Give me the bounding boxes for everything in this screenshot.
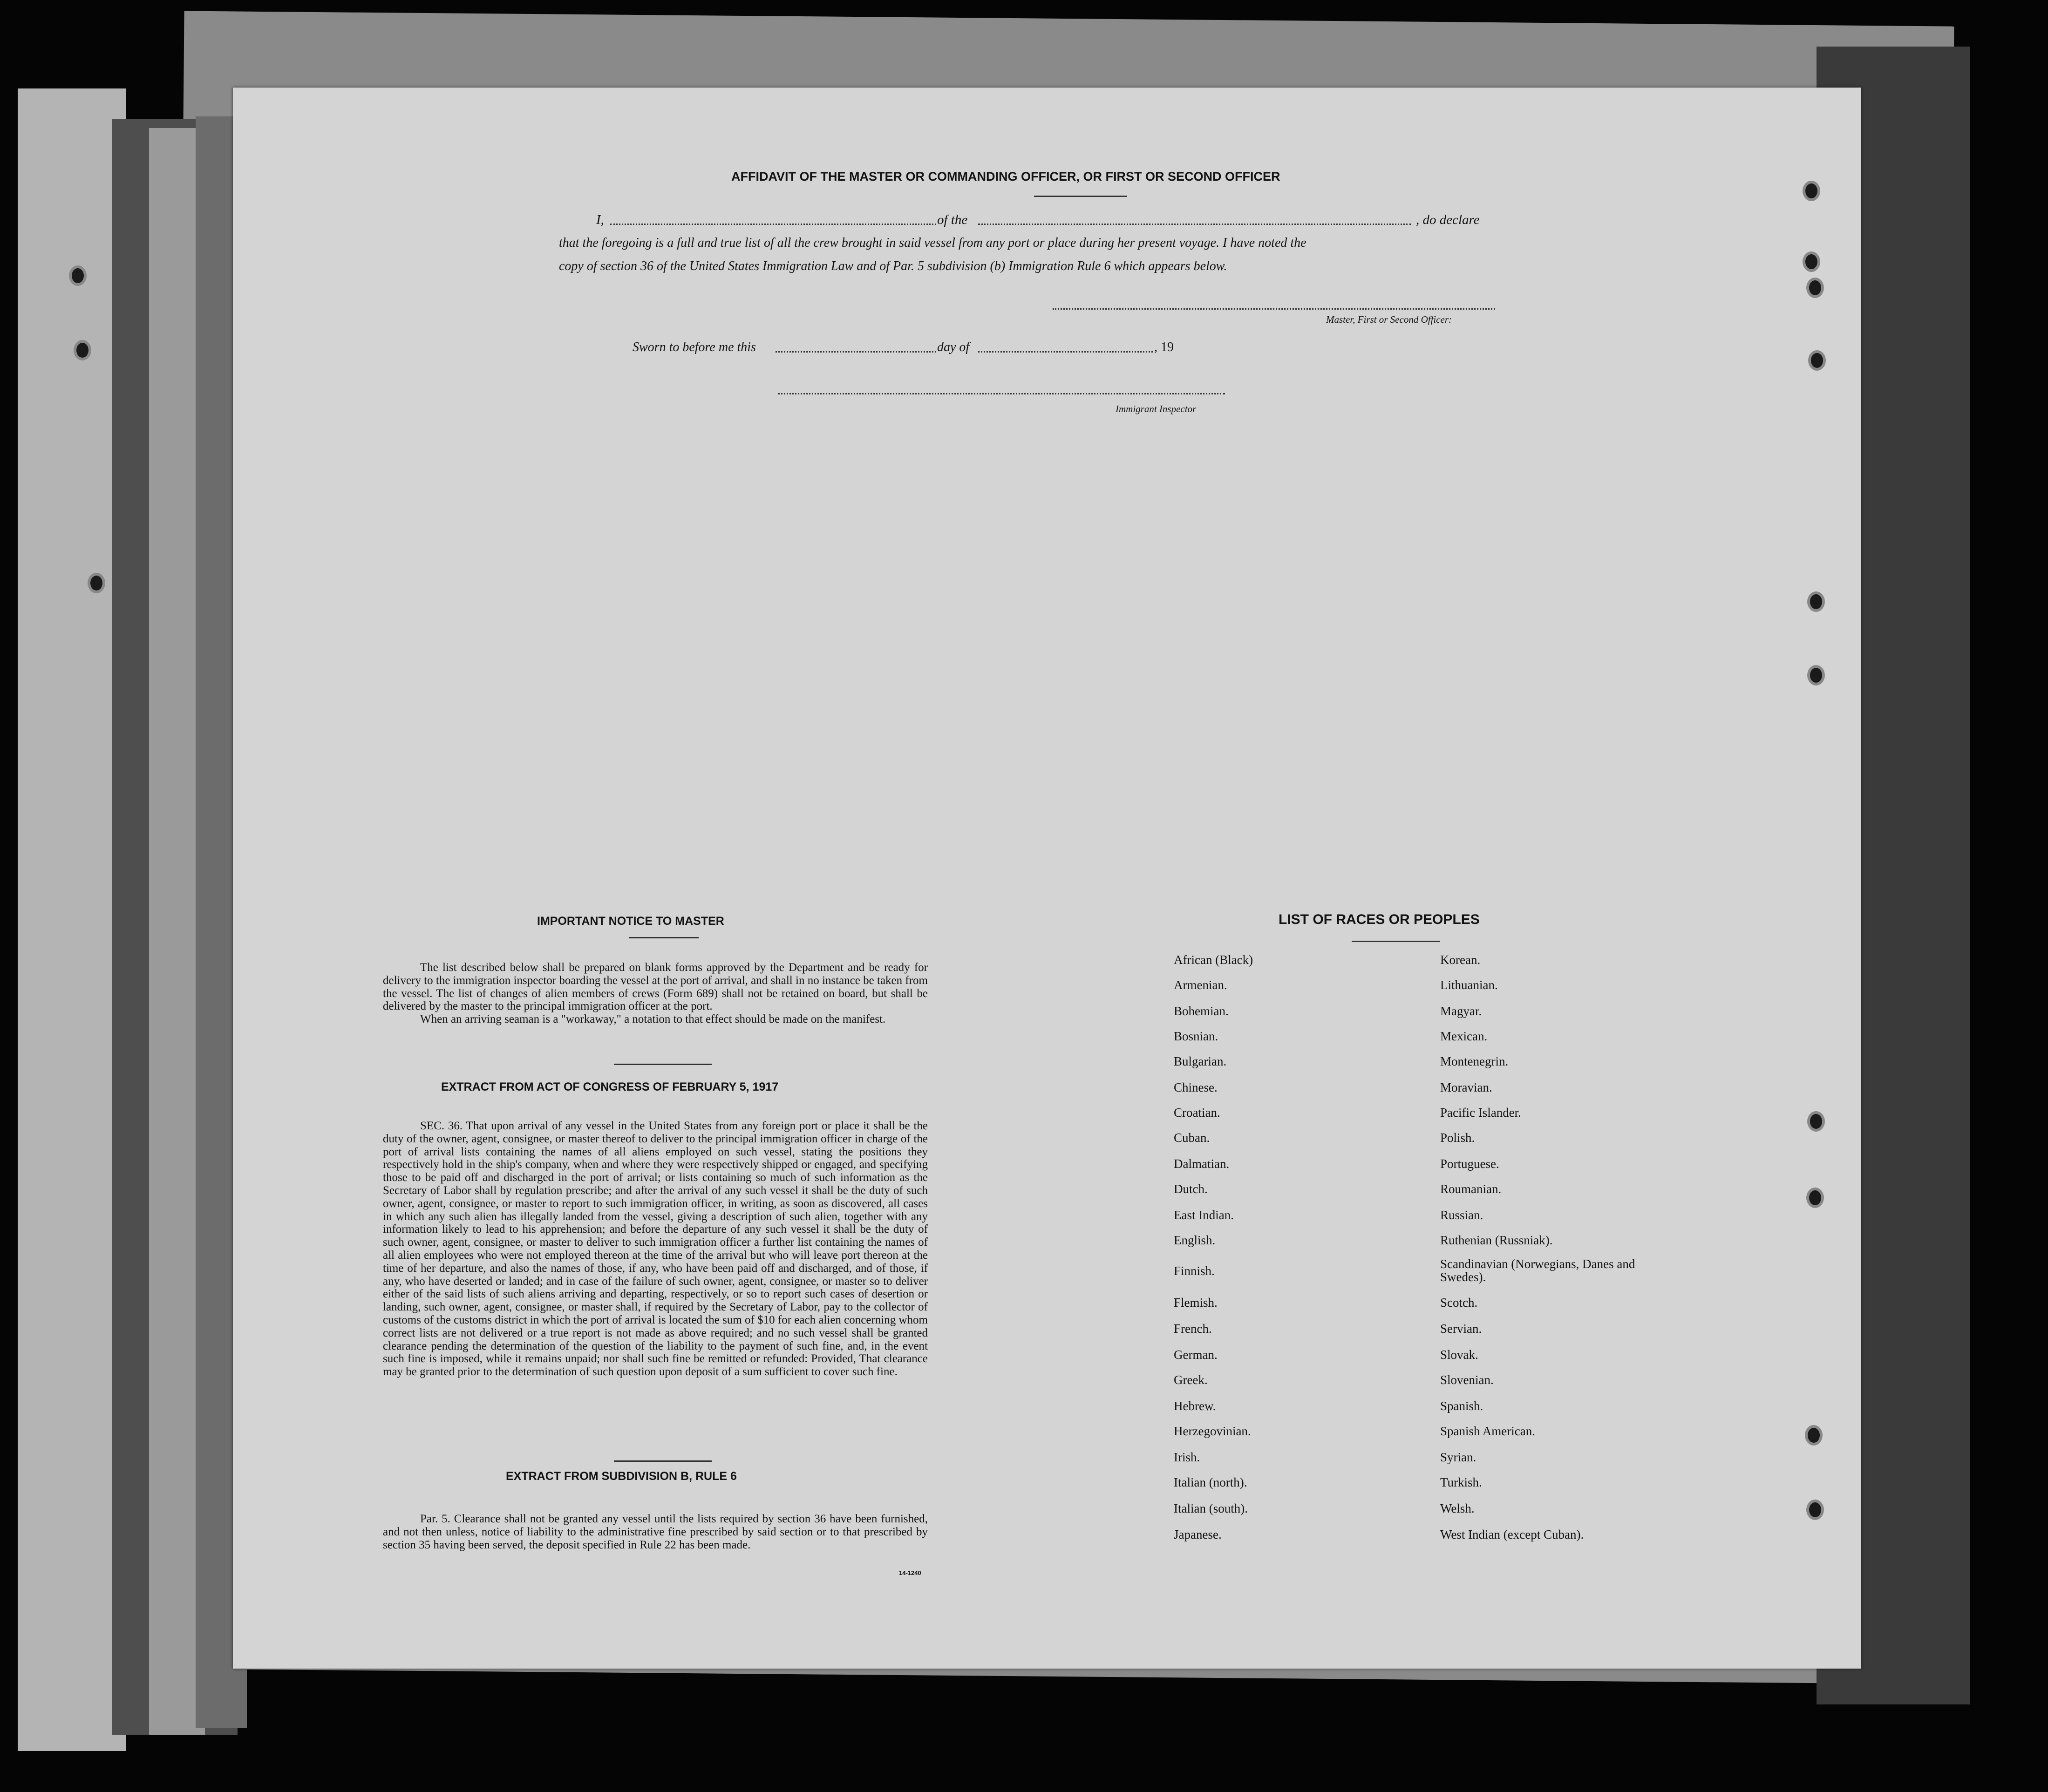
race-item: Greek. — [1174, 1373, 1208, 1387]
section-divider — [614, 1064, 712, 1065]
race-item: Bulgarian. — [1174, 1054, 1227, 1068]
form-code: 14-1240 — [899, 1569, 921, 1576]
race-item: Mexican. — [1440, 1029, 1488, 1043]
year-label: , 19 — [1154, 340, 1174, 354]
race-item: Polish. — [1440, 1131, 1475, 1145]
sworn-label: Sworn to before me this — [633, 340, 756, 354]
race-item: African (Black) — [1174, 953, 1253, 967]
rule6-text — [383, 1513, 928, 1551]
race-item: Chinese. — [1174, 1080, 1218, 1094]
punch-hole — [1803, 251, 1820, 272]
act-title: EXTRACT FROM ACT OF CONGRESS OF FEBRUARY 5, 1917 — [441, 1080, 779, 1093]
punch-hole — [1806, 278, 1824, 298]
race-item: Scandinavian (Norwegians, Danes and Swedes). — [1440, 1257, 1635, 1284]
inspector-caption: Immigrant Inspector — [1116, 403, 1197, 414]
master-name-field[interactable] — [610, 224, 936, 225]
affidavit-do-declare: , do declare — [1416, 212, 1480, 227]
sworn-month-field[interactable] — [978, 351, 1153, 353]
punch-hole — [1806, 1500, 1824, 1520]
sworn-day-field[interactable] — [776, 351, 936, 353]
race-item: Lithuanian. — [1440, 978, 1498, 992]
notice-underline — [629, 937, 699, 938]
race-item: Hebrew. — [1174, 1399, 1216, 1413]
form-page — [233, 88, 1861, 1669]
punch-hole — [69, 265, 87, 286]
races-title: LIST OF RACES OR PEOPLES — [1279, 912, 1480, 927]
race-item: Korean. — [1440, 953, 1481, 967]
race-item: Dutch. — [1174, 1182, 1208, 1196]
race-item: Italian (north). — [1174, 1475, 1247, 1489]
race-item: Ruthenian (Russniak). — [1440, 1233, 1553, 1247]
race-item: Irish. — [1174, 1450, 1200, 1464]
race-item: Servian. — [1440, 1322, 1482, 1336]
affidavit-i-label: I, — [596, 212, 604, 227]
notice-title: IMPORTANT NOTICE TO MASTER — [537, 915, 724, 928]
race-item: Syrian. — [1440, 1450, 1476, 1464]
race-item: Flemish. — [1174, 1296, 1218, 1310]
race-item: Spanish American. — [1440, 1424, 1535, 1438]
punch-hole — [1808, 350, 1826, 371]
affidavit-of-the-label: of the — [937, 212, 968, 227]
race-item: Italian (south). — [1174, 1501, 1248, 1515]
notice-paragraph-1: The list described below shall be prepared on blank forms approved by the Department and be ready for delivery to the immigration inspector boarding the vessel at the port of arrival, and shall in no instance be taken from the vessel. The list of changes of alien members of crews (Form 689) shall not be retained on board, but shall be delivered by the master to the principal immigration officer at the port. — [383, 961, 928, 1013]
title-underline — [1034, 196, 1127, 197]
race-item: Montenegrin. — [1440, 1054, 1509, 1068]
vessel-name-field[interactable] — [978, 224, 1411, 225]
race-item: Roumanian. — [1440, 1182, 1502, 1196]
punch-hole — [88, 573, 105, 593]
inspector-signature-field[interactable] — [778, 393, 1225, 394]
race-item: Herzegovinian. — [1174, 1424, 1251, 1438]
section-divider — [614, 1460, 712, 1462]
race-item: West Indian (except Cuban). — [1440, 1527, 1584, 1541]
punch-hole — [1806, 1188, 1824, 1208]
race-item: Croatian. — [1174, 1106, 1220, 1120]
act-section-36-paragraph: SEC. 36. That upon arrival of any vessel in the United States from any foreign port or place it shall be the duty of the owner, agent, consignee, or master thereof to deliver to the principal immigration officer in charge of the port of arrival lists containing the names of all aliens employed on such vessel, stating the positions they respectively hold in the ship's company, when and where they were respectively shipped or engaged, and specifying those to be paid off and discharged in the port of arrival; or lists containing so much of such information as the Secretary of Labor shall by regulation prescribe; and after the arrival of any such vessel it shall be the duty of such owner, agent, consignee, or master to report to such immigration officer, in writing, as soon as discovered, all cases in which any such alien has illegally landed from the vessel, giving a description of such alien, together with any information likely to lead to his apprehension; and before the departure of any such vessel it shall be the duty of such owner, agent, consignee, or master to deliver to such immigration officer a further list containing the names of all alien employees who were not employed thereon at the time of the arrival but who will leave port thereon at the time of her departure, and also the names of those, if any, who have been paid off and discharged, and of those, if any, who have deserted or landed; and in case of the failure of such owner, agent, consignee, or master so to deliver either of the said lists of such aliens arriving and departing, respectively, or so to report such cases of desertion or landing, such owner, agent, consignee, or master shall, if required by the Secretary of Labor, pay to the collector of customs of the customs district in which the port of arrival is located the sum of $10 for each alien concerning whom correct lists are not delivered or a true report is not made as above required; and no such vessel shall be granted clearance pending the determination of the question of the liability to the payment of such fine, and, in the event such fine is imposed, while it remains unpaid; nor shall such fine be remitted or refunded: Provided, That clearance may be granted prior to the determination of such question upon deposit of a sum sufficient to cover such fine. — [383, 1120, 928, 1378]
race-item: Scotch. — [1440, 1296, 1478, 1310]
race-item: Magyar. — [1440, 1004, 1482, 1018]
punch-hole — [1805, 1425, 1823, 1446]
punch-hole — [1807, 1111, 1825, 1132]
punch-hole — [1803, 181, 1820, 201]
race-item: Pacific Islander. — [1440, 1106, 1521, 1120]
race-item: Slovenian. — [1440, 1373, 1494, 1387]
race-item: Armenian. — [1174, 978, 1227, 992]
race-item: Dalmatian. — [1174, 1157, 1230, 1171]
race-item: Portuguese. — [1440, 1157, 1499, 1171]
race-item: English. — [1174, 1233, 1216, 1247]
race-item: Finnish. — [1174, 1264, 1215, 1278]
punch-hole — [74, 340, 91, 360]
race-item: Moravian. — [1440, 1080, 1492, 1094]
rule6-paragraph: Par. 5. Clearance shall not be granted any vessel until the lists required by section 36 have been furnished, and not then unless, notice of liability to the administrative fine prescribed by said section or to that prescribed by section 35 having been served, the deposit specified in Rule 22 has been made. — [383, 1513, 928, 1551]
race-item: Japanese. — [1174, 1527, 1222, 1541]
notice-text — [383, 961, 928, 1026]
act-text — [383, 1120, 928, 1378]
affidavit-line-3: copy of section 36 of the United States Immigration Law and of Par. 5 subdivision (b) Immigration Rule 6 which appears below. — [559, 259, 1227, 273]
race-item: Russian. — [1440, 1208, 1483, 1222]
master-signature-field[interactable] — [1053, 308, 1495, 310]
race-item: Bohemian. — [1174, 1004, 1229, 1018]
race-item: Bosnian. — [1174, 1029, 1218, 1043]
race-item: Cuban. — [1174, 1131, 1210, 1145]
race-item: East Indian. — [1174, 1208, 1234, 1222]
races-underline — [1352, 941, 1440, 942]
rule6-title: EXTRACT FROM SUBDIVISION B, RULE 6 — [506, 1470, 737, 1483]
race-item: French. — [1174, 1322, 1212, 1336]
binding-strip — [18, 88, 126, 1751]
notice-paragraph-2: When an arriving seaman is a "workaway," a notation to that effect should be made on the manifest. — [420, 1013, 886, 1026]
punch-hole — [1807, 591, 1825, 612]
punch-hole — [1807, 665, 1825, 686]
race-item: Welsh. — [1440, 1501, 1475, 1515]
race-item: Spanish. — [1440, 1399, 1483, 1413]
race-item: German. — [1174, 1348, 1218, 1362]
race-item: Turkish. — [1440, 1475, 1482, 1489]
affidavit-title: AFFIDAVIT OF THE MASTER OR COMMANDING OFFICER, OR FIRST OR SECOND OFFICER — [731, 170, 1280, 183]
signature-caption: Master, First or Second Officer: — [1326, 314, 1452, 325]
race-item: Slovak. — [1440, 1348, 1478, 1362]
day-of-label: day of — [937, 340, 970, 354]
affidavit-line-2: that the foregoing is a full and true list of all the crew brought in said vessel from any port or place during her present voyage. I have noted the — [559, 236, 1306, 250]
